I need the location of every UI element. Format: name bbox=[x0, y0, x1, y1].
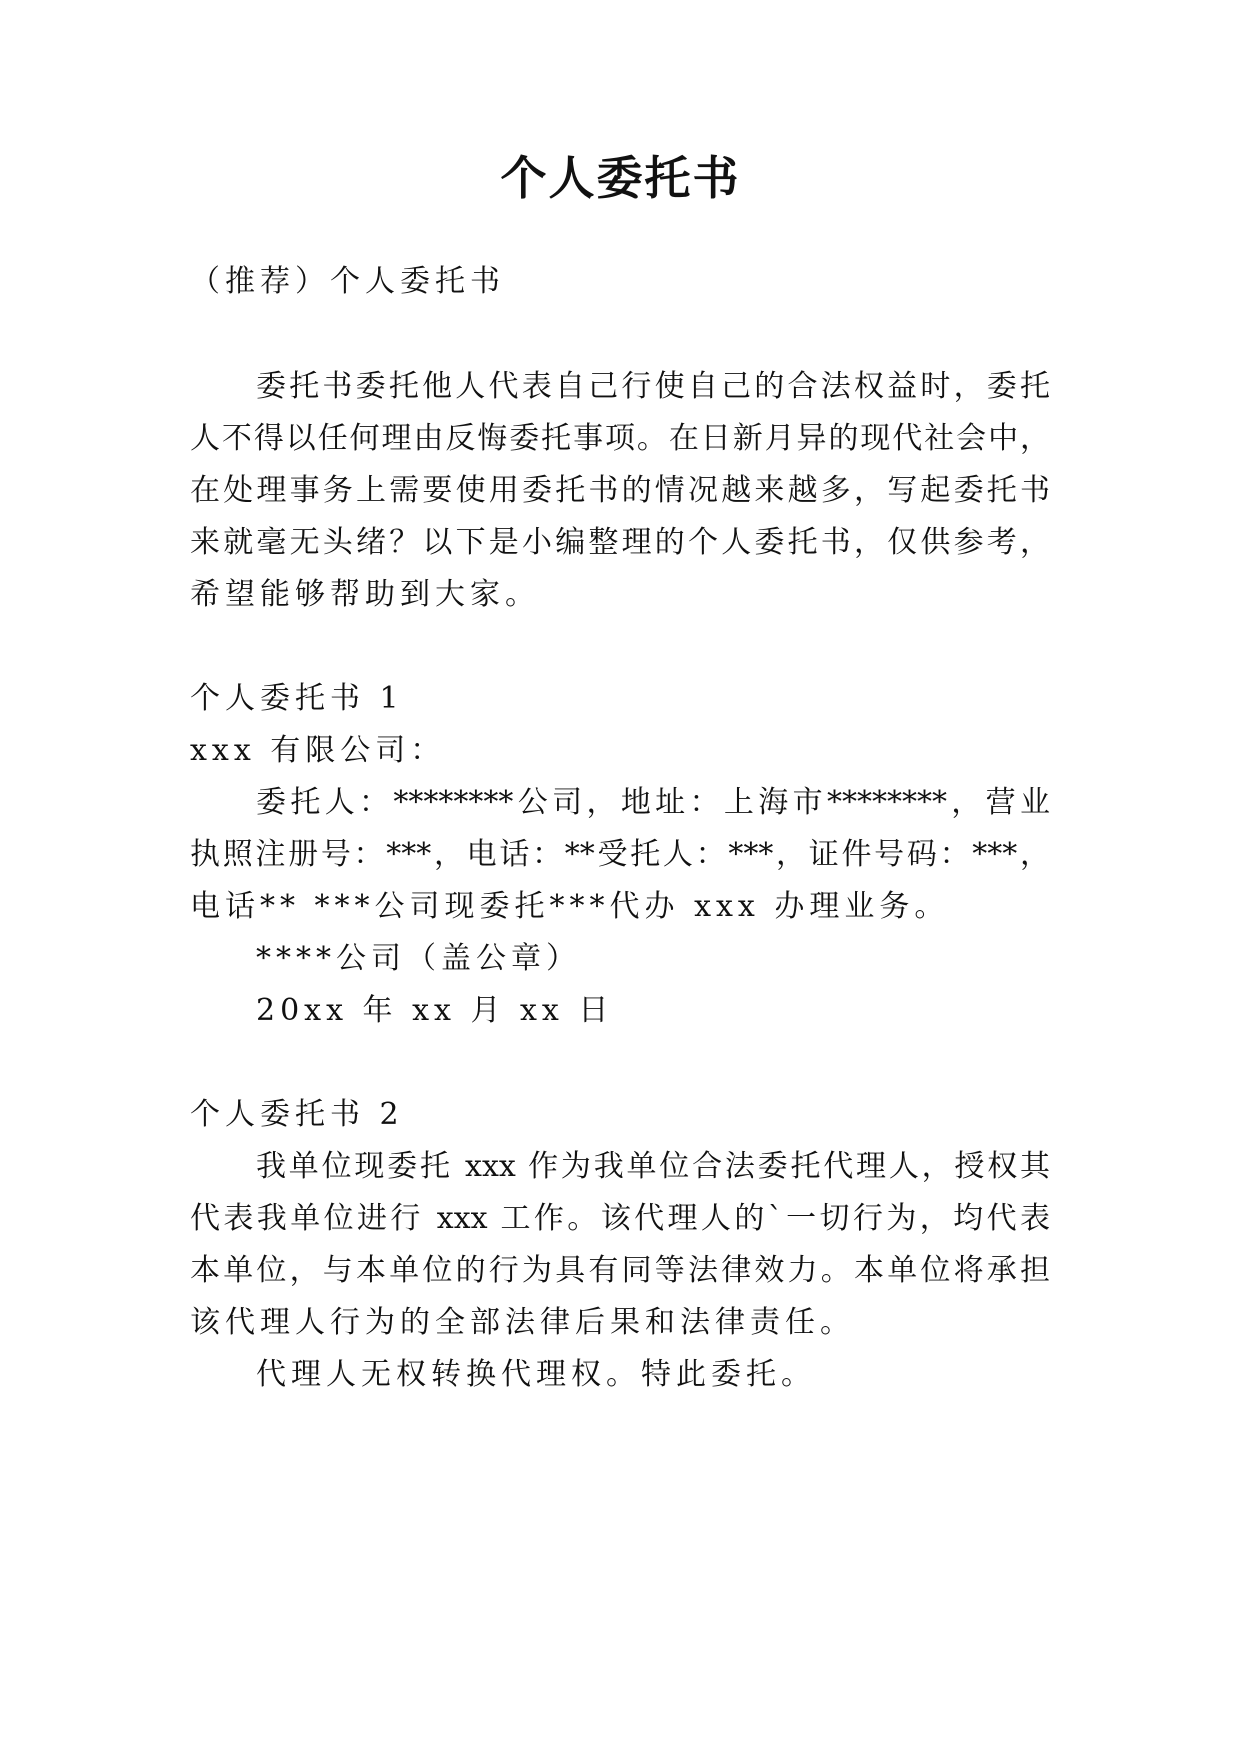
section2-heading: 个人委托书 2 bbox=[190, 1097, 404, 1132]
intro-line-2: 人不得以任何理由反悔委托事项。在日新月异的现代社会中， bbox=[190, 421, 1050, 456]
section2-body-line-4: 该代理人行为的全部法律后果和法律责任。 bbox=[190, 1305, 855, 1340]
section2-body-line-1: 我单位现委托 xxx 作为我单位合法委托代理人，授权其 bbox=[256, 1149, 1050, 1184]
section1-addressee: xxx 有限公司： bbox=[190, 733, 446, 768]
document-subtitle: （推荐）个人委托书 bbox=[190, 264, 505, 299]
intro-line-4: 来就毫无头绪？以下是小编整理的个人委托书，仅供参考， bbox=[190, 525, 1050, 560]
section1-seal: ****公司（盖公章） bbox=[256, 941, 581, 976]
section1-date: 20xx 年 xx 月 xx 日 bbox=[256, 993, 614, 1028]
intro-line-3: 在处理事务上需要使用委托书的情况越来越多，写起委托书 bbox=[190, 473, 1050, 508]
section2-closing: 代理人无权转换代理权。特此委托。 bbox=[256, 1357, 816, 1392]
section1-heading: 个人委托书 1 bbox=[190, 681, 404, 716]
intro-line-1: 委托书委托他人代表自己行使自己的合法权益时，委托 bbox=[256, 369, 1050, 404]
section1-body-line-2: 执照注册号：***，电话：**受托人：***，证件号码：***， bbox=[190, 837, 1050, 872]
section2-body-line-2: 代表我单位进行 xxx 工作。该代理人的`一切行为，均代表 bbox=[190, 1201, 1050, 1236]
section1-body-line-3: 电话** ***公司现委托***代办 xxx 办理业务。 bbox=[190, 889, 950, 924]
section1-body-line-1: 委托人：********公司，地址：上海市********，营业 bbox=[256, 785, 1050, 820]
intro-line-5: 希望能够帮助到大家。 bbox=[190, 577, 540, 612]
section2-body-line-3: 本单位，与本单位的行为具有同等法律效力。本单位将承担 bbox=[190, 1253, 1050, 1288]
document-title: 个人委托书 bbox=[500, 151, 741, 205]
